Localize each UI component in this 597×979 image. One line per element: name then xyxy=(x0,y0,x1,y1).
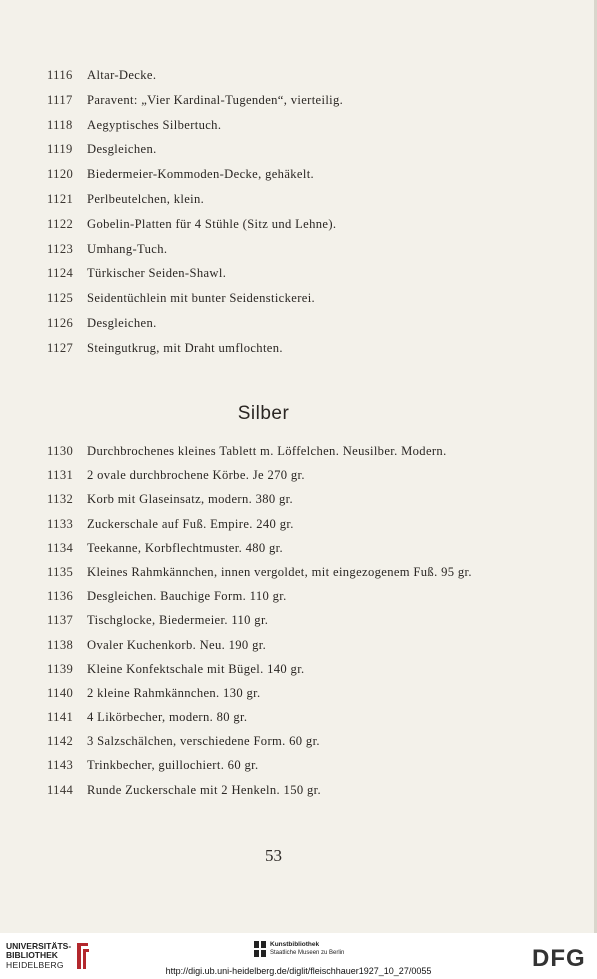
entry-text: Ovaler Kuchenkorb. Neu. 190 gr. xyxy=(87,637,267,652)
catalog-entry xyxy=(47,316,517,331)
catalog-entry xyxy=(47,589,517,604)
entry-number: 1120 xyxy=(47,167,74,182)
entry-number: 1131 xyxy=(47,468,74,483)
entry-number: 1138 xyxy=(47,637,74,652)
entry-number: 1134 xyxy=(47,540,74,555)
catalog-entry xyxy=(47,565,517,580)
entry-number: 1135 xyxy=(47,564,74,579)
catalog-entry xyxy=(47,242,517,257)
entry-number: 1116 xyxy=(47,68,73,82)
entry-number: 1141 xyxy=(47,710,74,725)
catalog-entry xyxy=(47,444,517,459)
entry-text: Kleines Rahmkännchen, innen vergoldet, mit eingezogenem Fuß. 95 gr. xyxy=(87,564,472,579)
page-number: 53 xyxy=(265,846,282,865)
entry-text: Türkischer Seiden-Shawl. xyxy=(87,266,227,281)
entry-text: 2 kleine Rahmkännchen. 130 gr. xyxy=(87,685,261,700)
entry-number: 1136 xyxy=(47,589,74,604)
catalog-entry xyxy=(47,517,517,532)
catalog-entry xyxy=(47,291,517,306)
catalog-entry xyxy=(47,192,517,207)
kunstbibliothek-icon xyxy=(254,941,266,957)
catalog-entry xyxy=(47,93,517,108)
entry-text: Kleine Konfektschale mit Bügel. 140 gr. xyxy=(87,661,305,676)
entry-text: Desgleichen. xyxy=(87,142,157,157)
entry-list-top xyxy=(47,68,517,366)
catalog-entry xyxy=(47,734,517,749)
entry-number: 1143 xyxy=(47,758,74,773)
entry-number: 1121 xyxy=(47,191,74,206)
dfg-logo[interactable]: DFG xyxy=(532,945,586,972)
entry-number: 1142 xyxy=(47,734,74,749)
catalog-entry xyxy=(47,118,517,133)
entry-text: Altar-Decke. xyxy=(87,68,157,82)
entry-text: Teekanne, Korbflechtmuster. 480 gr. xyxy=(87,540,284,555)
entry-text: Korb mit Glaseinsatz, modern. 380 gr. xyxy=(87,492,294,507)
entry-text: 2 ovale durchbrochene Körbe. Je 270 gr. xyxy=(87,468,305,483)
entry-number: 1137 xyxy=(47,613,74,628)
catalog-entry xyxy=(47,167,517,182)
entry-number: 1132 xyxy=(47,492,74,507)
catalog-entry xyxy=(47,142,517,157)
entry-number: 1140 xyxy=(47,685,74,700)
entry-text: Steingutkrug, mit Draht umflochten. xyxy=(87,340,283,355)
catalog-entry xyxy=(47,217,517,232)
catalog-entry xyxy=(47,710,517,725)
entry-number: 1133 xyxy=(47,516,74,531)
catalog-entry xyxy=(47,68,517,83)
entry-text: Aegyptisches Silbertuch. xyxy=(87,117,222,132)
footer-bar xyxy=(0,933,597,979)
entry-text: Paravent: „Vier Kardinal-Tugenden“, vierteilig. xyxy=(87,92,344,107)
entry-text: Desgleichen. Bauchige Form. 110 gr. xyxy=(87,589,287,604)
catalog-entry xyxy=(47,266,517,281)
entry-number: 1118 xyxy=(47,117,73,132)
entry-text: 3 Salzschälchen, verschiedene Form. 60 gr. xyxy=(87,734,320,749)
permalink-url[interactable]: http://digi.ub.uni-heidelberg.de/diglit/fleischhauer1927_10_27/0055 xyxy=(165,966,432,976)
entry-number: 1126 xyxy=(47,315,74,330)
entry-text: Seidentüchlein mit bunter Seidenstickerei. xyxy=(87,291,316,306)
section-title: Silber xyxy=(237,403,290,424)
ub-line3: HEIDELBERG xyxy=(6,959,64,970)
entry-text: 4 Likörbecher, modern. 80 gr. xyxy=(87,710,248,725)
entry-text: Umhang-Tuch. xyxy=(87,241,168,256)
entry-number: 1127 xyxy=(47,340,74,355)
catalog-entry xyxy=(47,468,517,483)
catalog-entry xyxy=(47,783,517,798)
kunstbibliothek-logo[interactable] xyxy=(254,941,344,957)
catalog-entry xyxy=(47,541,517,556)
entry-text: Trinkbecher, guillochiert. 60 gr. xyxy=(87,758,259,773)
kb-line2: Staatliche Museen zu Berlin xyxy=(270,949,345,956)
entry-number: 1119 xyxy=(47,142,73,157)
entry-text: Gobelin-Platten für 4 Stühle (Sitz und Lehne). xyxy=(87,216,337,231)
entry-number: 1130 xyxy=(47,444,74,458)
ub-line2: BIBLIOTHEK xyxy=(6,950,58,961)
entry-list-silber xyxy=(47,444,517,807)
entry-number: 1123 xyxy=(47,241,74,256)
catalog-entry xyxy=(47,662,517,677)
entry-text: Desgleichen. xyxy=(87,315,157,330)
entry-text: Biedermeier-Kommoden-Decke, gehäkelt. xyxy=(87,167,315,182)
entry-text: Zuckerschale auf Fuß. Empire. 240 gr. xyxy=(87,516,294,531)
entry-number: 1144 xyxy=(47,782,74,797)
catalog-entry xyxy=(47,638,517,653)
catalog-entry xyxy=(47,758,517,773)
entry-text: Runde Zuckerschale mit 2 Henkeln. 150 gr. xyxy=(87,782,321,797)
entry-number: 1139 xyxy=(47,661,74,676)
entry-number: 1117 xyxy=(47,92,73,107)
entry-text: Tischglocke, Biedermeier. 110 gr. xyxy=(87,613,269,628)
entry-text: Durchbrochenes kleines Tablett m. Löffelchen. Neusilber. Modern. xyxy=(87,444,447,458)
catalog-entry xyxy=(47,613,517,628)
catalog-entry xyxy=(47,492,517,507)
ub-line1: UNIVERSITÄTS- xyxy=(6,940,72,951)
kb-line1: Kunstbibliothek xyxy=(270,941,320,948)
entry-number: 1122 xyxy=(47,216,74,231)
entry-number: 1125 xyxy=(47,291,74,306)
entry-number: 1124 xyxy=(47,266,74,281)
catalog-entry xyxy=(47,341,517,356)
catalog-entry xyxy=(47,686,517,701)
entry-text: Perlbeutelchen, klein. xyxy=(87,191,205,206)
